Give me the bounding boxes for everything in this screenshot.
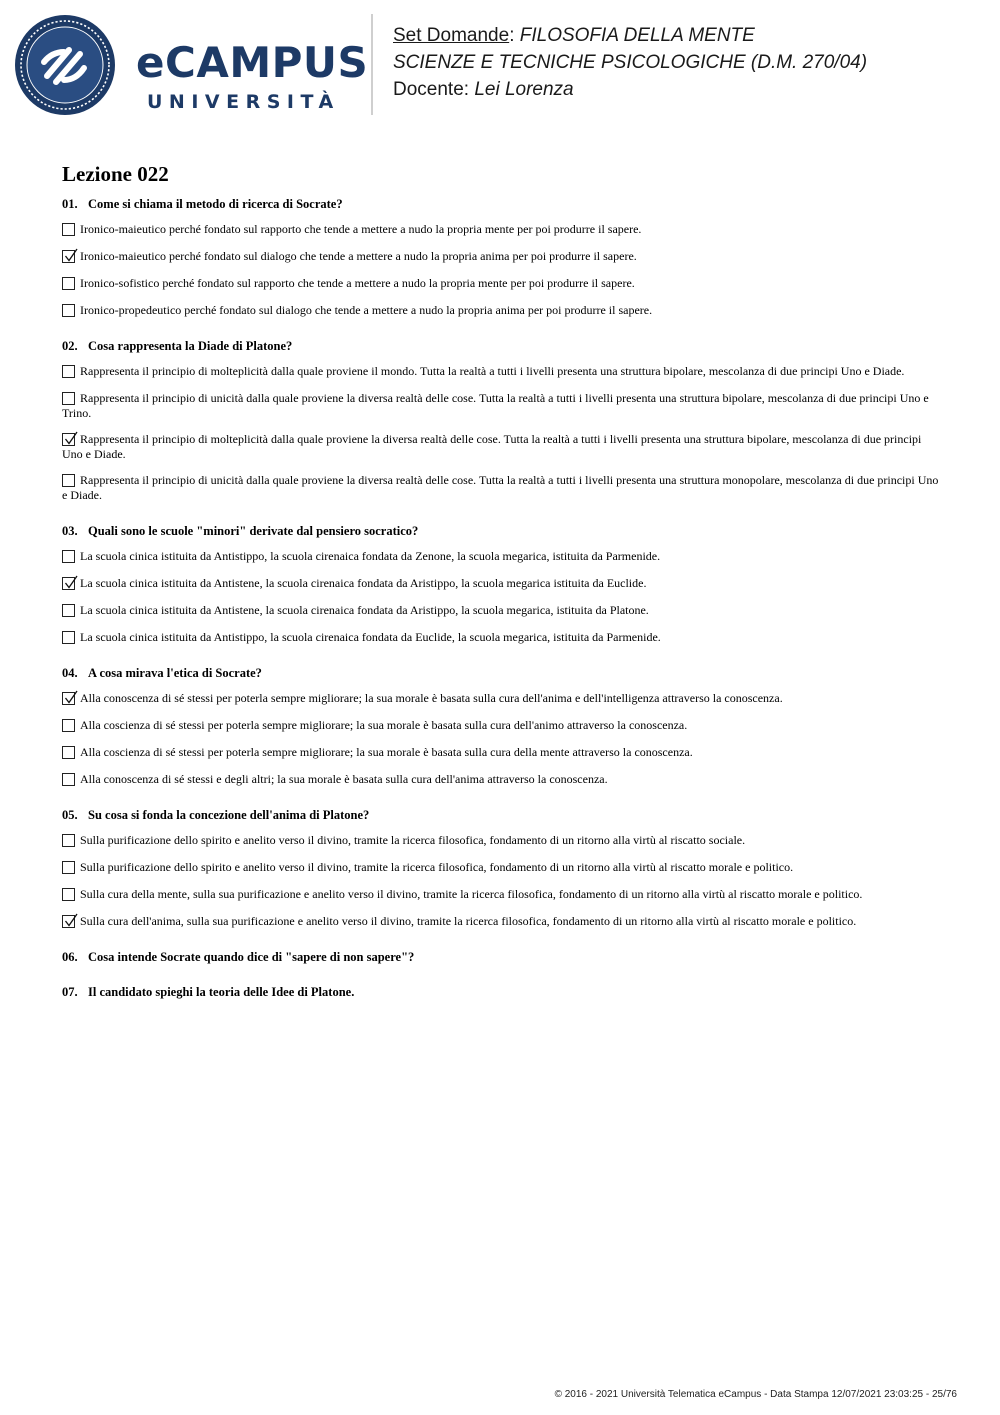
checked-checkbox-icon [62,915,75,928]
answer-option [62,432,942,462]
question-text [62,338,942,354]
question-label: Cosa rappresenta la Diade di Platone? [88,339,293,353]
checkmark-icon [63,575,78,590]
unchecked-checkbox-icon [62,223,75,236]
answer-option [62,772,942,787]
unchecked-checkbox-icon [62,550,75,563]
docente-label: Docente: [393,79,470,100]
question-block [62,984,942,1000]
set-domande-line: Set Domande: FILOSOFIA DELLA MENTE [393,25,755,46]
answer-text: Ironico-propedeutico perché fondato sul dialogo che tende a mettere a nudo la propria anima per poi produrre il sapere. [80,303,653,317]
checked-checkbox-icon [62,433,75,446]
unchecked-checkbox-icon [62,719,75,732]
answer-text: Rappresenta il principio di unicità dalla quale proviene la diversa realtà delle cose. Tutta la realtà a tutti i livelli presenta una struttura bipolare, mescolanza di due principi Uno e Trino. [62,391,929,420]
ecampus-logo [14,14,369,116]
answer-text: Sulla purificazione dello spirito e anelito verso il divino, tramite la ricerca filosofica, fondamento di un ritorno alla virtù al riscatto morale e politico. [80,860,794,874]
question-number: 04. [62,666,78,680]
answer-option [62,549,942,564]
answer-text: La scuola cinica istituita da Antistene, la scuola cirenaica fondata da Aristippo, la scuola megarica istituita da Euclide. [80,576,647,590]
answer-option [62,473,942,503]
question-number: 03. [62,524,78,538]
unchecked-checkbox-icon [62,365,75,378]
question-list [62,196,942,1019]
answer-text: Sulla purificazione dello spirito e anelito verso il divino, tramite la ricerca filosofica, fondamento di un ritorno alla virtù al riscatto sociale. [80,833,746,847]
checkmark-icon [63,913,78,928]
answer-option [62,276,942,291]
answer-option [62,630,942,645]
unchecked-checkbox-icon [62,392,75,405]
question-number: 01. [62,197,78,211]
question-number: 06. [62,950,78,964]
answer-option [62,718,942,733]
answer-option [62,745,942,760]
answer-option [62,833,942,848]
answer-text: Ironico-maieutico perché fondato sul rapporto che tende a mettere a nudo la propria mente per poi produrre il sapere. [80,222,642,236]
unchecked-checkbox-icon [62,474,75,487]
unchecked-checkbox-icon [62,861,75,874]
question-text [62,807,942,823]
question-label: Quali sono le scuole "minori" derivate dal pensiero socratico? [88,524,419,538]
question-label: Il candidato spieghi la teoria delle Idee di Platone. [88,985,355,999]
unchecked-checkbox-icon [62,746,75,759]
answer-option [62,303,942,318]
answer-text: Rappresenta il principio di unicità dalla quale proviene la diversa realtà delle cose. Tutta la realtà a tutti i livelli presenta una struttura monopolare, mescolanza di due principi Uno e Diade. [62,473,939,502]
answer-text: Alla conoscenza di sé stessi e degli altri; la sua morale è basata sulla cura dell'anima attraverso la conoscenza. [80,772,608,786]
answer-option [62,222,942,237]
answer-text: Alla coscienza di sé stessi per poterla sempre migliorare; la sua morale è basata sulla cura dell'animo attraverso la conoscenza. [80,718,688,732]
question-number: 07. [62,985,78,999]
answer-text: La scuola cinica istituita da Antistene, la scuola cirenaica fondata da Aristippo, la scuola megarica, istituita da Platone. [80,603,649,617]
question-block [62,338,942,503]
answer-text: Ironico-maieutico perché fondato sul dialogo che tende a mettere a nudo la propria anima per poi produrre il sapere. [80,249,637,263]
checked-checkbox-icon [62,692,75,705]
answer-text: Alla coscienza di sé stessi per poterla sempre migliorare; la sua morale è basata sulla cura della mente attraverso la conoscenza. [80,745,693,759]
answer-option [62,364,942,379]
answer-option [62,391,942,421]
logo-wordmark: eCAMPUS [136,38,369,87]
answer-option [62,860,942,875]
question-block [62,665,942,787]
set-value: FILOSOFIA DELLA MENTE [519,25,755,46]
question-block [62,949,942,965]
lesson-title: Lezione 022 [62,162,169,186]
header-divider [371,14,373,115]
question-number: 05. [62,808,78,822]
answer-text: Rappresenta il principio di molteplicità dalla quale proviene la diversa realtà delle cose. Tutta la realtà a tutti i livelli presenta una struttura bipolare, mescolanza di due principi Uno e Diade. [62,432,922,461]
question-text [62,984,942,1000]
logo-subtitle: UNIVERSITÀ [147,91,340,113]
docente-line [393,76,983,103]
answer-text: Ironico-sofistico perché fondato sul rapporto che tende a mettere a nudo la propria mente per poi produrre il sapere. [80,276,635,290]
university-seal-icon [14,14,116,116]
checkmark-icon [63,248,78,263]
logo-letter-e: e [136,38,165,87]
answer-text: La scuola cinica istituita da Antistippo, la scuola cirenaica fondata da Euclide, la scuola megarica, istituita da Parmenide. [80,630,661,644]
answer-text: Sulla cura dell'anima, sulla sua purificazione e anelito verso il divino, tramite la ricerca filosofica, fondamento di un ritorno alla virtù al riscatto morale e politico. [80,914,857,928]
answer-option [62,603,942,618]
answer-text: Sulla cura della mente, sulla sua purificazione e anelito verso il divino, tramite la ricerca filosofica, fondamento di un ritorno alla virtù al riscatto morale e politico. [80,887,863,901]
answer-option [62,249,942,264]
checked-checkbox-icon [62,250,75,263]
answer-option [62,576,942,591]
checked-checkbox-icon [62,577,75,590]
checkmark-icon [63,690,78,705]
question-block [62,807,942,929]
question-text [62,949,942,965]
question-label: A cosa mirava l'etica di Socrate? [88,666,262,680]
answer-text: La scuola cinica istituita da Antistippo, la scuola cirenaica fondata da Zenone, la scuola megarica, istituita da Parmenide. [80,549,661,563]
question-label: Come si chiama il metodo di ricerca di Socrate? [88,197,343,211]
answer-option [62,887,942,902]
answer-option [62,914,942,929]
unchecked-checkbox-icon [62,277,75,290]
set-label: Set Domande [393,25,510,46]
unchecked-checkbox-icon [62,304,75,317]
question-number: 02. [62,339,78,353]
unchecked-checkbox-icon [62,604,75,617]
question-text [62,196,942,212]
question-label: Su cosa si fonda la concezione dell'anima di Platone? [88,808,370,822]
docente-value: Lei Lorenza [474,79,574,100]
question-label: Cosa intende Socrate quando dice di "sapere di non sapere"? [88,950,415,964]
unchecked-checkbox-icon [62,631,75,644]
answer-option [62,691,942,706]
question-text [62,523,942,539]
answer-text: Alla conoscenza di sé stessi per poterla sempre migliorare; la sua morale è basata sulla cura dell'anima e dell'intelligenza attraverso la conoscenza. [80,691,783,705]
header-info [393,22,983,103]
unchecked-checkbox-icon [62,888,75,901]
question-block [62,523,942,645]
unchecked-checkbox-icon [62,834,75,847]
question-block [62,196,942,318]
checkmark-icon [63,431,78,446]
question-text [62,665,942,681]
answer-text: Rappresenta il principio di molteplicità dalla quale proviene il mondo. Tutta la realtà a tutti i livelli presenta una struttura bipolare, mescolanza di due principi Uno e Diade. [80,364,905,378]
unchecked-checkbox-icon [62,773,75,786]
page-footer: © 2016 - 2021 Università Telematica eCampus - Data Stampa 12/07/2021 23:03:25 - 25/76 [554,1389,957,1400]
course-line: SCIENZE E TECNICHE PSICOLOGICHE (D.M. 270/04) [393,52,868,73]
